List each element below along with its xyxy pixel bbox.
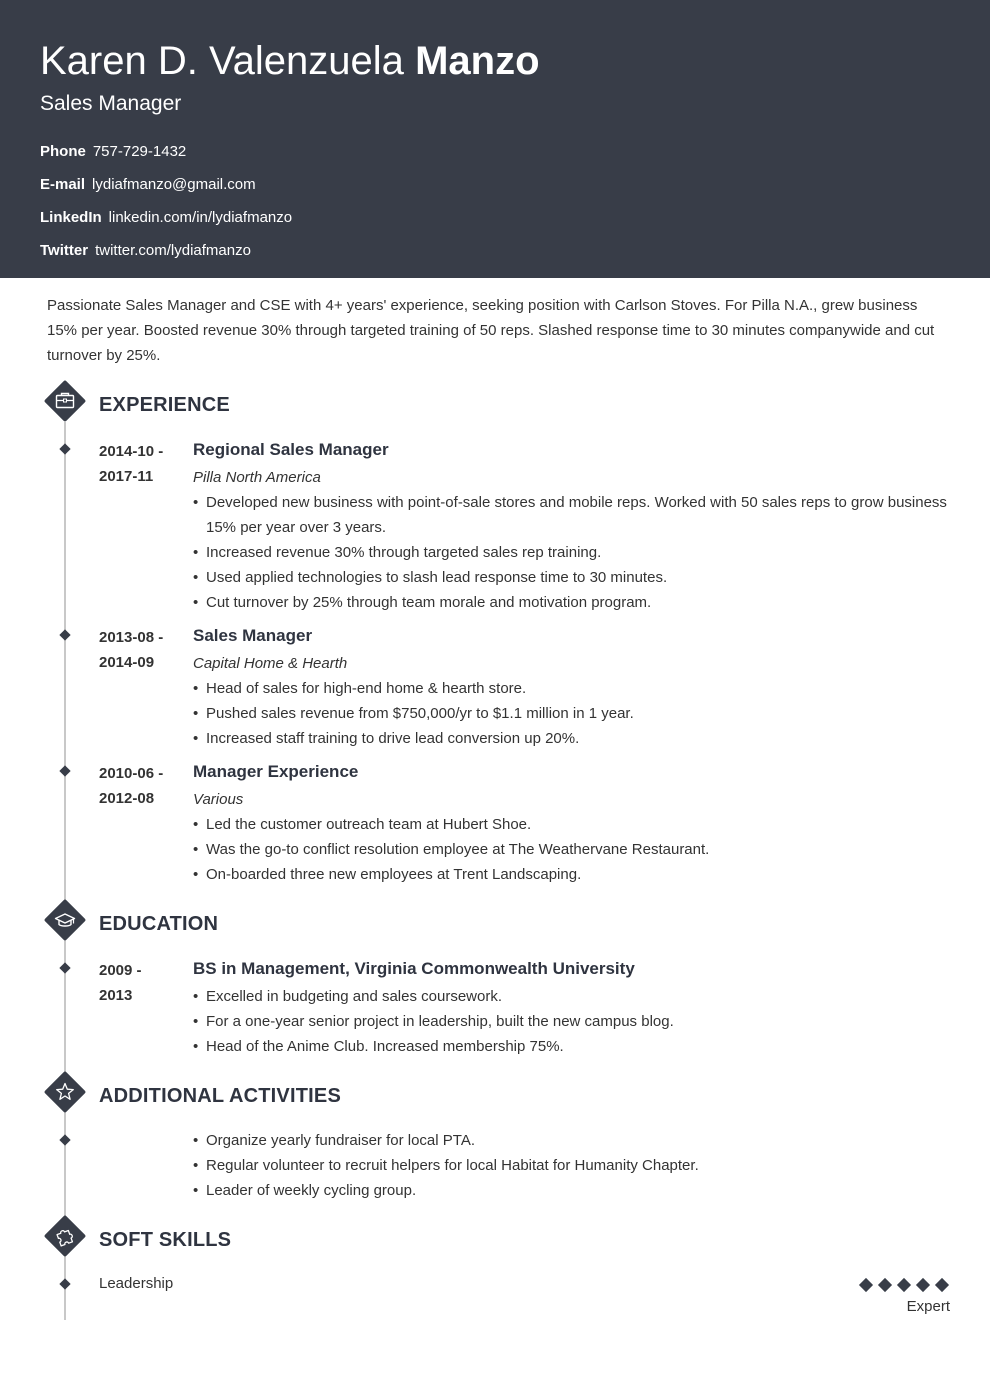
timeline-dot xyxy=(59,1134,71,1146)
list-item: • Increased staff training to drive lead conversion up 20%. xyxy=(193,726,953,751)
contact-linkedin xyxy=(40,209,292,227)
first-names: Karen D. Valenzuela xyxy=(40,39,404,83)
list-item: • Excelled in budgeting and sales coursework. xyxy=(193,984,953,1009)
puzzle-piece-icon xyxy=(44,1215,86,1257)
graduation-cap-icon xyxy=(44,899,86,941)
entry-date xyxy=(99,761,163,811)
rating-diamond xyxy=(877,1277,893,1293)
company-name: Pilla North America xyxy=(193,469,321,486)
job-title: Regional Sales Manager xyxy=(193,440,389,459)
contact-label: Phone xyxy=(40,143,86,160)
list-item: • Developed new business with point-of-sale stores and mobile reps. Worked with 50 sales reps to grow business 15% per year over 3 years. xyxy=(193,490,953,540)
skill-rating xyxy=(858,1277,952,1293)
date-start: 2013-08 - xyxy=(99,629,164,646)
section-title-soft-skills: SOFT SKILLS xyxy=(99,1229,232,1251)
contact-phone xyxy=(40,143,186,161)
candidate-role: Sales Manager xyxy=(40,92,182,115)
list-item: • Led the customer outreach team at Hubert Shoe. xyxy=(193,812,953,837)
candidate-name xyxy=(40,38,540,84)
timeline-dot xyxy=(59,765,71,777)
section-title-experience: EXPERIENCE xyxy=(99,394,230,416)
briefcase-icon xyxy=(44,380,86,422)
summary-text: Passionate Sales Manager and CSE with 4+ years' experience, seeking position with Carlson Stoves. For Pilla N.A., grew business 15% per year. Boosted revenue 30% through targeted training of 50 reps. Slashed response time to 30 minutes companywide and cut turnover by 25%. xyxy=(47,297,935,364)
resume-header xyxy=(0,0,990,278)
contact-value: 757-729-1432 xyxy=(92,143,187,160)
list-item: • Head of sales for high-end home & hearth store. xyxy=(193,676,953,701)
list-item: • On-boarded three new employees at Trent Landscaping. xyxy=(193,862,953,887)
contact-value[interactable]: lydiafmanzo@gmail.com xyxy=(92,176,256,193)
list-item: • Head of the Anime Club. Increased membership 75%. xyxy=(193,1034,953,1059)
list-item: • Regular volunteer to recruit helpers for local Habitat for Humanity Chapter. xyxy=(193,1153,953,1178)
list-item: • Was the go-to conflict resolution employee at The Weathervane Restaurant. xyxy=(193,837,953,862)
entry-date xyxy=(99,439,163,489)
last-name: Manzo xyxy=(415,39,540,83)
entry-date xyxy=(99,958,142,1008)
company-name: Various xyxy=(193,791,244,808)
section-title-education: EDUCATION xyxy=(99,913,219,935)
date-end: 2014-09 xyxy=(99,654,155,671)
education-bullets xyxy=(193,984,953,1059)
timeline-dot xyxy=(59,629,71,641)
contact-twitter xyxy=(40,242,251,260)
contact-label: Twitter xyxy=(40,242,89,259)
rating-diamond xyxy=(896,1277,912,1293)
timeline-dot xyxy=(59,443,71,455)
star-icon xyxy=(44,1071,86,1113)
job-bullets xyxy=(193,812,953,887)
date-start: 2010-06 - xyxy=(99,765,164,782)
contact-value[interactable]: twitter.com/lydiafmanzo xyxy=(95,242,251,259)
list-item: • Organize yearly fundraiser for local PTA. xyxy=(193,1128,953,1153)
list-item: • Leader of weekly cycling group. xyxy=(193,1178,953,1203)
date-start: 2014-10 - xyxy=(99,443,164,460)
date-start: 2009 - xyxy=(99,962,142,979)
rating-diamond xyxy=(934,1277,950,1293)
list-item: • Cut turnover by 25% through team morale and motivation program. xyxy=(193,590,953,615)
entry-date xyxy=(99,625,163,675)
contact-email xyxy=(40,176,256,194)
list-item: • Pushed sales revenue from $750,000/yr to $1.1 million in 1 year. xyxy=(193,701,953,726)
job-title: Sales Manager xyxy=(193,626,313,645)
date-end: 2013 xyxy=(99,987,133,1004)
contact-label: E-mail xyxy=(40,176,86,193)
job-title: Manager Experience xyxy=(193,762,359,781)
company-name: Capital Home & Hearth xyxy=(193,655,348,672)
activities-bullets xyxy=(193,1128,953,1203)
date-end: 2017-11 xyxy=(99,468,154,485)
timeline-line xyxy=(64,422,66,1320)
skill-level: Expert xyxy=(906,1298,950,1315)
timeline-dot xyxy=(59,1278,71,1290)
contact-value[interactable]: linkedin.com/in/lydiafmanzo xyxy=(108,209,293,226)
list-item: • Increased revenue 30% through targeted sales rep training. xyxy=(193,540,953,565)
degree-title: BS in Management, Virginia Commonwealth University xyxy=(193,959,635,978)
contact-label: LinkedIn xyxy=(40,209,102,226)
job-bullets xyxy=(193,490,953,615)
section-title-activities: ADDITIONAL ACTIVITIES xyxy=(99,1085,341,1107)
list-item: • Used applied technologies to slash lead response time to 30 minutes. xyxy=(193,565,953,590)
skill-name: Leadership xyxy=(99,1275,174,1292)
list-item: • For a one-year senior project in leadership, built the new campus blog. xyxy=(193,1009,953,1034)
job-bullets xyxy=(193,676,953,751)
date-end: 2012-08 xyxy=(99,790,155,807)
rating-diamond xyxy=(858,1277,874,1293)
timeline-dot xyxy=(59,962,71,974)
rating-diamond xyxy=(915,1277,931,1293)
